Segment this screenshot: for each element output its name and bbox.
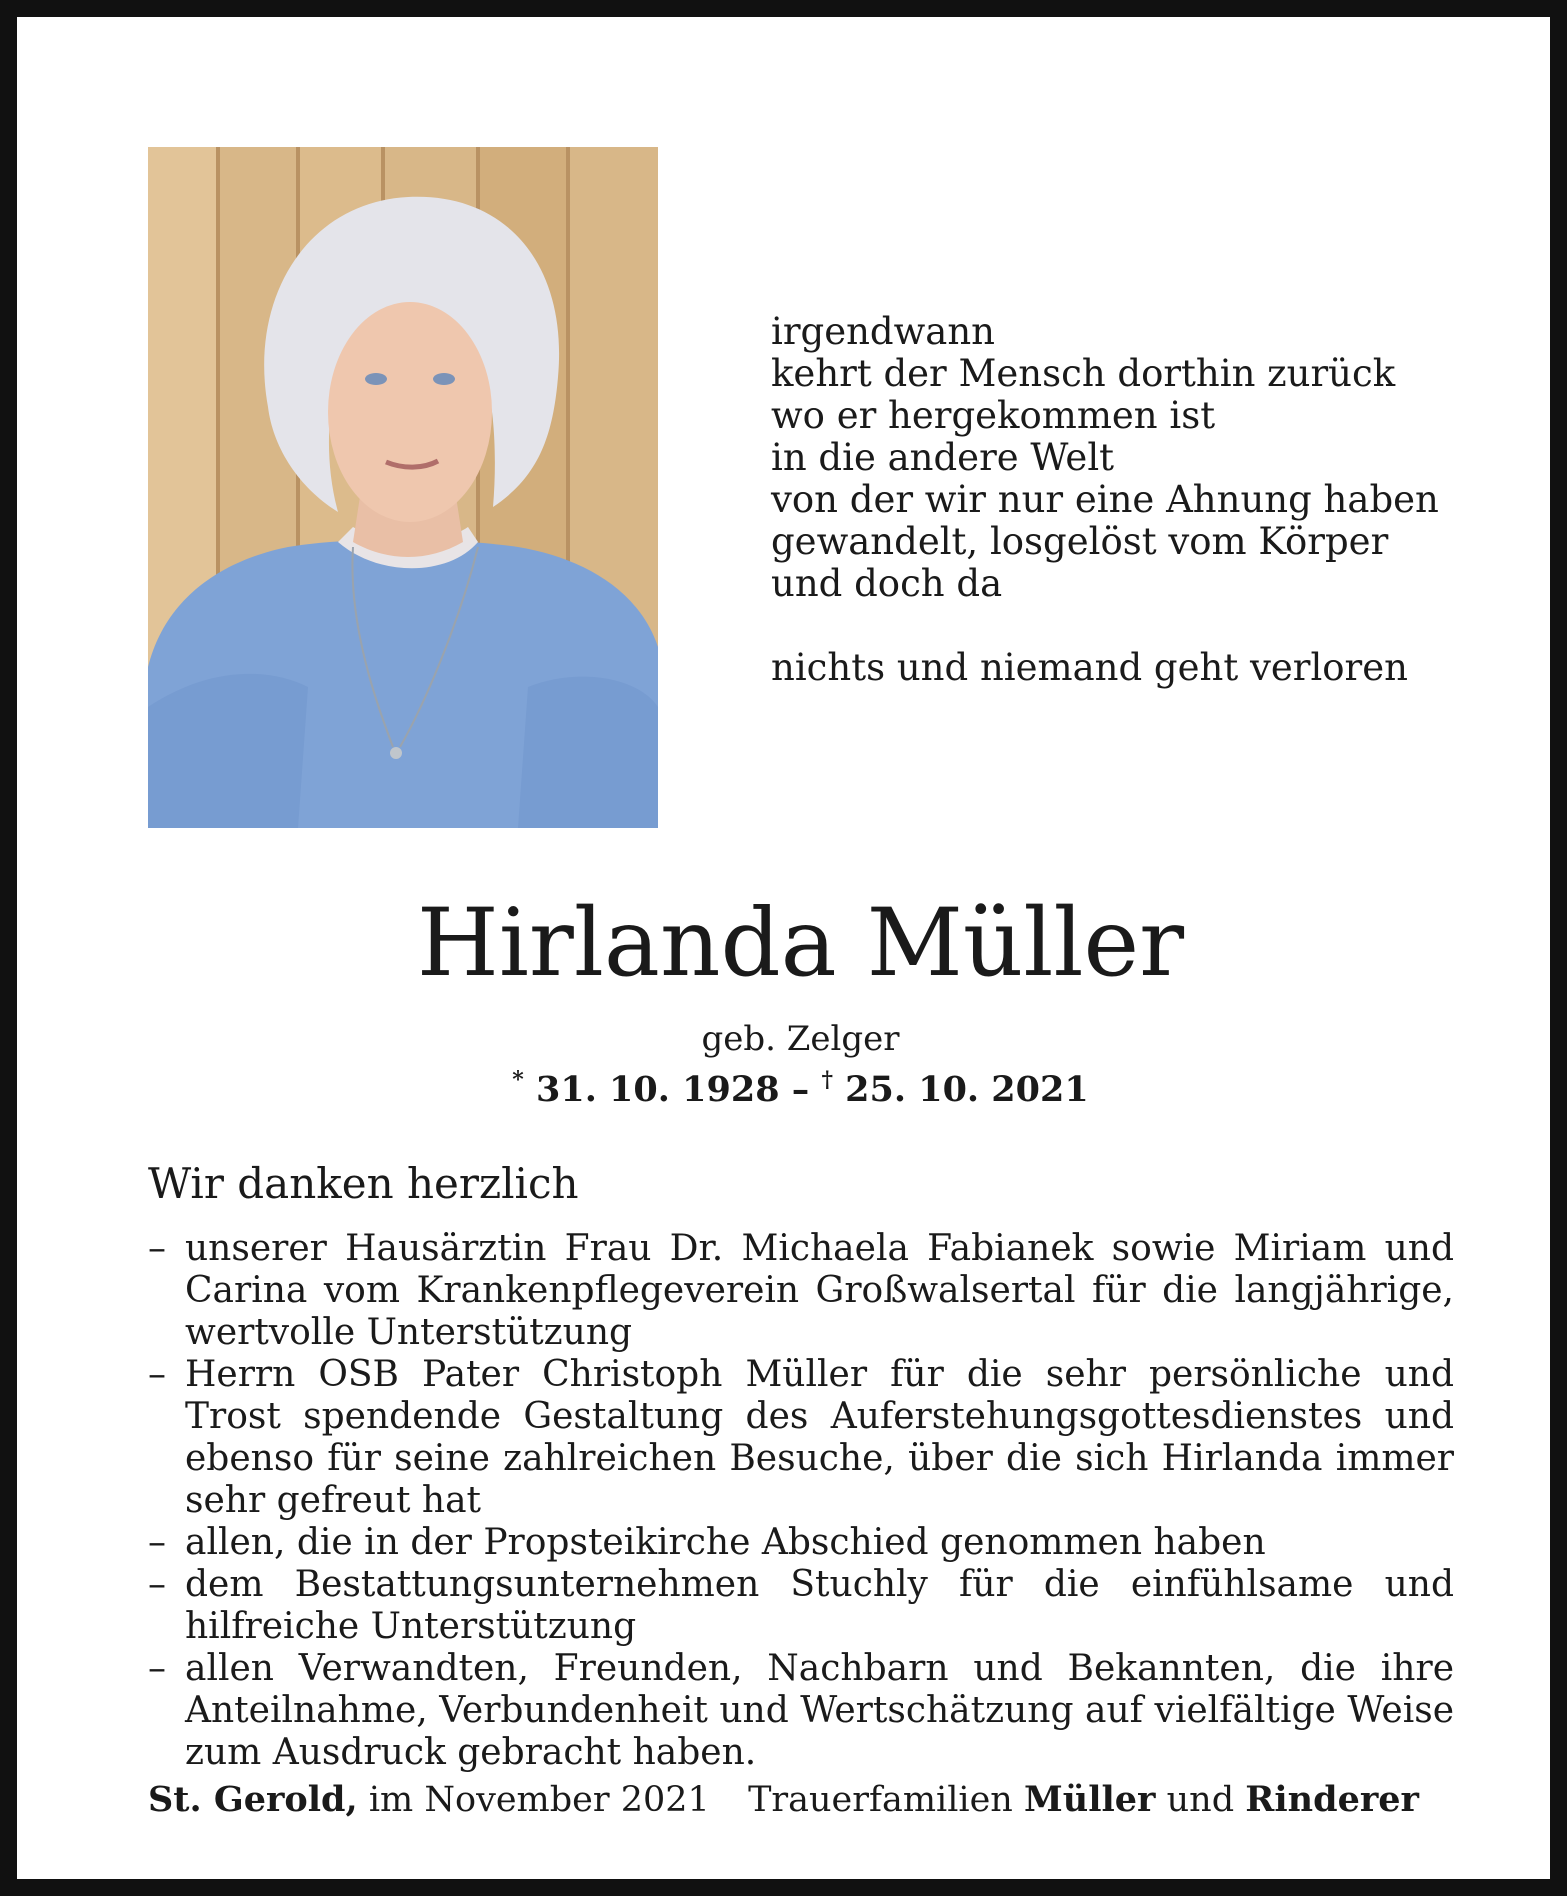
family-name-2: Rinderer: [1245, 1779, 1419, 1820]
birth-date: 31. 10. 1928: [535, 1069, 780, 1110]
life-dates: [17, 1059, 1567, 1111]
portrait-photo-drawing: [148, 147, 658, 828]
family-prefix: Trauerfamilien: [748, 1780, 1013, 1820]
thanks-list: [148, 1228, 1454, 1774]
list-item-text: dem Bestattungsunternehmen Stuchly für die einfühlsame und hilfreiche Unterstützung: [185, 1564, 1454, 1647]
portrait-photo: [148, 147, 658, 828]
thanks-heading: Wir danken herzlich: [148, 1159, 579, 1208]
birth-symbol: *: [512, 1067, 524, 1093]
poem-line: kehrt der Mensch dorthin zurück: [771, 352, 1396, 395]
poem-closing-line: nichts und niemand geht verloren: [771, 646, 1408, 689]
list-item-text: Herrn OSB Pater Christoph Müller für die sehr persönliche und Trost spendende Gestaltung des Auferstehungsgottesdienstes und ebenso für seine zahlreichen Besuche, über die sich Hirlanda immer sehr gefreut hat: [185, 1354, 1454, 1521]
deceased-name: Hirlanda Müller: [416, 889, 1185, 998]
poem-line: von der wir nur eine Ahnung haben: [771, 478, 1439, 521]
list-bullet: –: [148, 1354, 166, 1395]
poem-line: gewandelt, losgelöst vom Körper: [771, 520, 1389, 563]
date-text: im November 2021: [368, 1780, 710, 1820]
list-item-text: allen Verwandten, Freunden, Nachbarn und Bekannten, die ihre Anteilnahme, Verbundenheit und Wertschätzung auf vielfältige Weise zum Ausdruck gebracht haben.: [185, 1648, 1454, 1773]
poem-line: in die andere Welt: [771, 436, 1115, 479]
list-bullet: –: [148, 1564, 166, 1605]
maiden-name: geb. Zelger: [701, 1019, 900, 1059]
family-signature: [748, 1779, 1419, 1821]
list-bullet: –: [148, 1228, 166, 1269]
death-date: 25. 10. 2021: [845, 1069, 1089, 1110]
list-item-text: unserer Hausärztin Frau Dr. Michaela Fabianek sowie Miriam und Carina vom Krankenpflegeverein Großwalsertal für die langjährige, wertvolle Unterstützung: [185, 1228, 1454, 1353]
list-item: [148, 1648, 1454, 1774]
list-item: [148, 1354, 1454, 1522]
family-joiner: und: [1166, 1780, 1235, 1820]
list-item: [148, 1564, 1454, 1648]
date-separator: –: [791, 1069, 810, 1110]
list-item-text: allen, die in der Propsteikirche Abschied genommen haben: [185, 1522, 1266, 1563]
poem: [771, 311, 1491, 689]
poem-line: wo er hergekommen ist: [771, 394, 1216, 437]
place: St. Gerold,: [148, 1779, 358, 1820]
list-item: [148, 1228, 1454, 1354]
place-and-date: [148, 1779, 710, 1821]
list-bullet: –: [148, 1648, 166, 1689]
family-name-1: Müller: [1024, 1779, 1156, 1820]
list-item: [148, 1522, 1454, 1564]
death-symbol: †: [821, 1067, 833, 1093]
poem-line: irgendwann: [771, 310, 996, 353]
list-bullet: –: [148, 1522, 166, 1563]
poem-stanza-gap: [771, 605, 1491, 647]
poem-line: und doch da: [771, 562, 1003, 605]
